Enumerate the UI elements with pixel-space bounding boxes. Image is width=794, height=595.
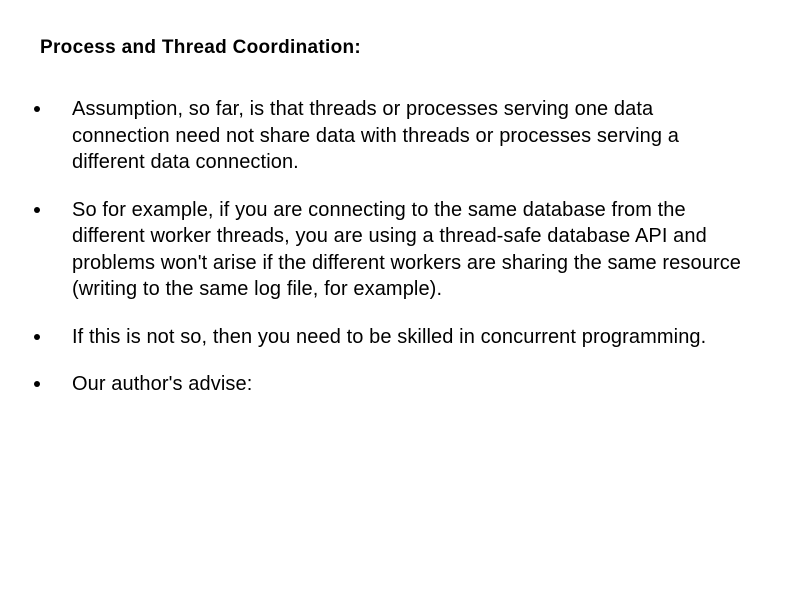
bullet-text: Our author's advise:	[72, 373, 253, 395]
bullet-item	[34, 324, 754, 351]
bullet-text: So for example, if you are connecting to the same database from the different worker threads, you are using a thread-safe database API and problems won't arise if the different workers are sharing the same resource (writing to the same log file, for example).	[72, 198, 742, 300]
bullet-dot-icon	[34, 334, 40, 340]
bullet-dot-icon	[34, 381, 40, 387]
bullet-dot-icon	[34, 207, 40, 213]
bullet-text: Assumption, so far, is that threads or processes serving one data connection need not share data with threads or processes serving a different data connection.	[72, 98, 679, 173]
bullet-text: If this is not so, then you need to be skilled in concurrent programming.	[72, 325, 707, 348]
bullet-dot-icon	[34, 106, 40, 112]
bullet-item	[34, 197, 754, 303]
slide-title: Process and Thread Coordination:	[40, 37, 362, 58]
bullet-list	[34, 96, 754, 419]
bullet-item	[34, 371, 754, 398]
bullet-item	[34, 96, 754, 176]
